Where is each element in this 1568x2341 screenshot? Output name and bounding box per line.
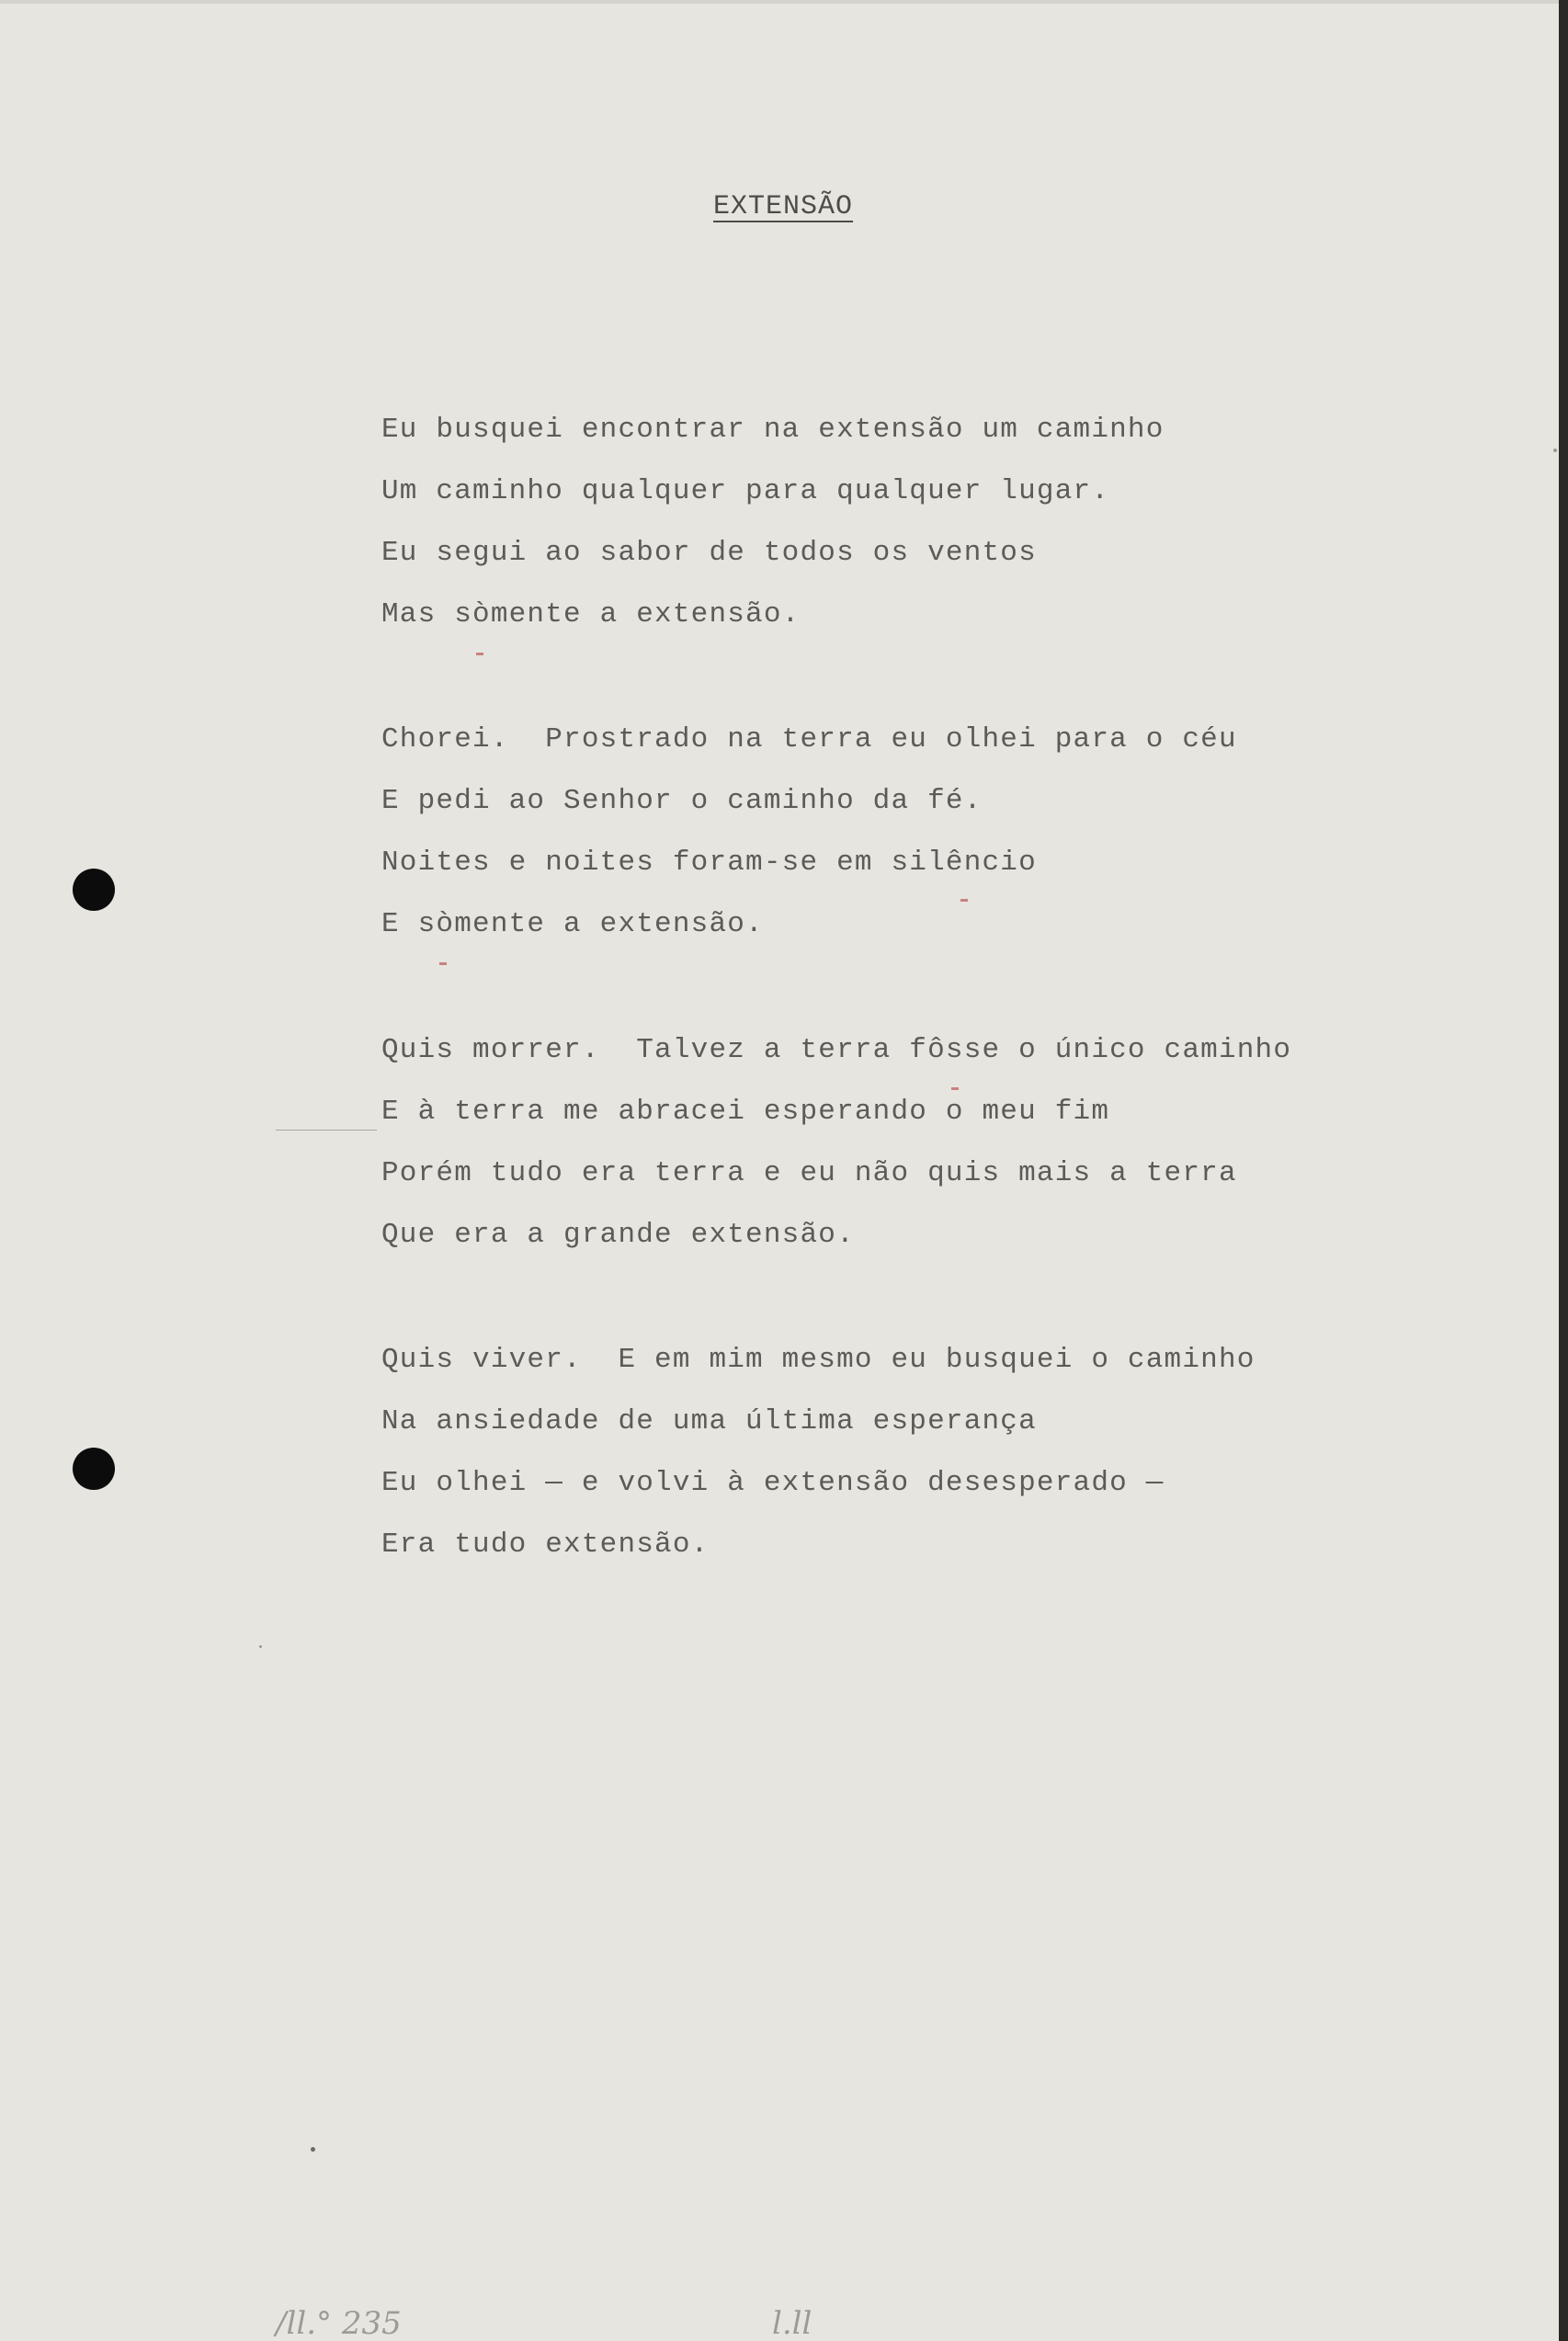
paper-speck (1553, 449, 1557, 452)
poem-line: Que era a grande extensão. (381, 1219, 855, 1251)
stanza-3 (381, 1019, 1291, 1266)
poem-line: Mas sòmente a extensão. (381, 598, 801, 631)
poem-line: E sòmente a extensão. (381, 908, 764, 940)
paper-speck (259, 1645, 262, 1648)
punch-hole-icon (73, 869, 115, 911)
pencil-archive-note: /ll.° 235 (276, 2305, 402, 2341)
stanza-4 (381, 1329, 1256, 1575)
punch-hole-icon (73, 1448, 115, 1490)
poem-line: Eu busquei encontrar na extensão um caminho (381, 414, 1165, 446)
pencil-archive-note: l.ll (772, 2305, 812, 2341)
paper-speck (311, 2147, 315, 2152)
poem-line: Um caminho qualquer para qualquer lugar. (381, 475, 1110, 507)
stanza-2 (381, 709, 1237, 955)
poem-line: Quis morrer. Talvez a terra fôsse o único caminho (381, 1034, 1292, 1066)
red-correction-mark (960, 899, 968, 902)
paper-top-edge (0, 0, 1568, 4)
poem-line: Eu segui ao sabor de todos os ventos (381, 537, 1037, 569)
poem-line: Era tudo extensão. (381, 1528, 710, 1561)
poem-line: Eu olhei — e volvi à extensão desesperado — (381, 1467, 1165, 1499)
poem-line: E pedi ao Senhor o caminho da fé. (381, 785, 983, 817)
red-correction-mark (476, 653, 483, 655)
stanza-1 (381, 399, 1165, 645)
pencil-margin-line (276, 1130, 377, 1131)
poem-title: EXTENSÃO (713, 191, 854, 222)
poem-line: Chorei. Prostrado na terra eu olhei para o céu (381, 723, 1237, 756)
red-correction-mark (439, 962, 447, 965)
poem-line: Noites e noites foram-se em silêncio (381, 847, 1037, 879)
poem-line: E à terra me abracei esperando o meu fim (381, 1096, 1110, 1128)
paper-right-edge (1559, 0, 1568, 2341)
red-correction-mark (951, 1087, 959, 1090)
poem-line: Quis viver. E em mim mesmo eu busquei o caminho (381, 1344, 1256, 1376)
poem-line: Na ansiedade de uma última esperança (381, 1405, 1037, 1438)
poem-line: Porém tudo era terra e eu não quis mais a terra (381, 1157, 1237, 1189)
